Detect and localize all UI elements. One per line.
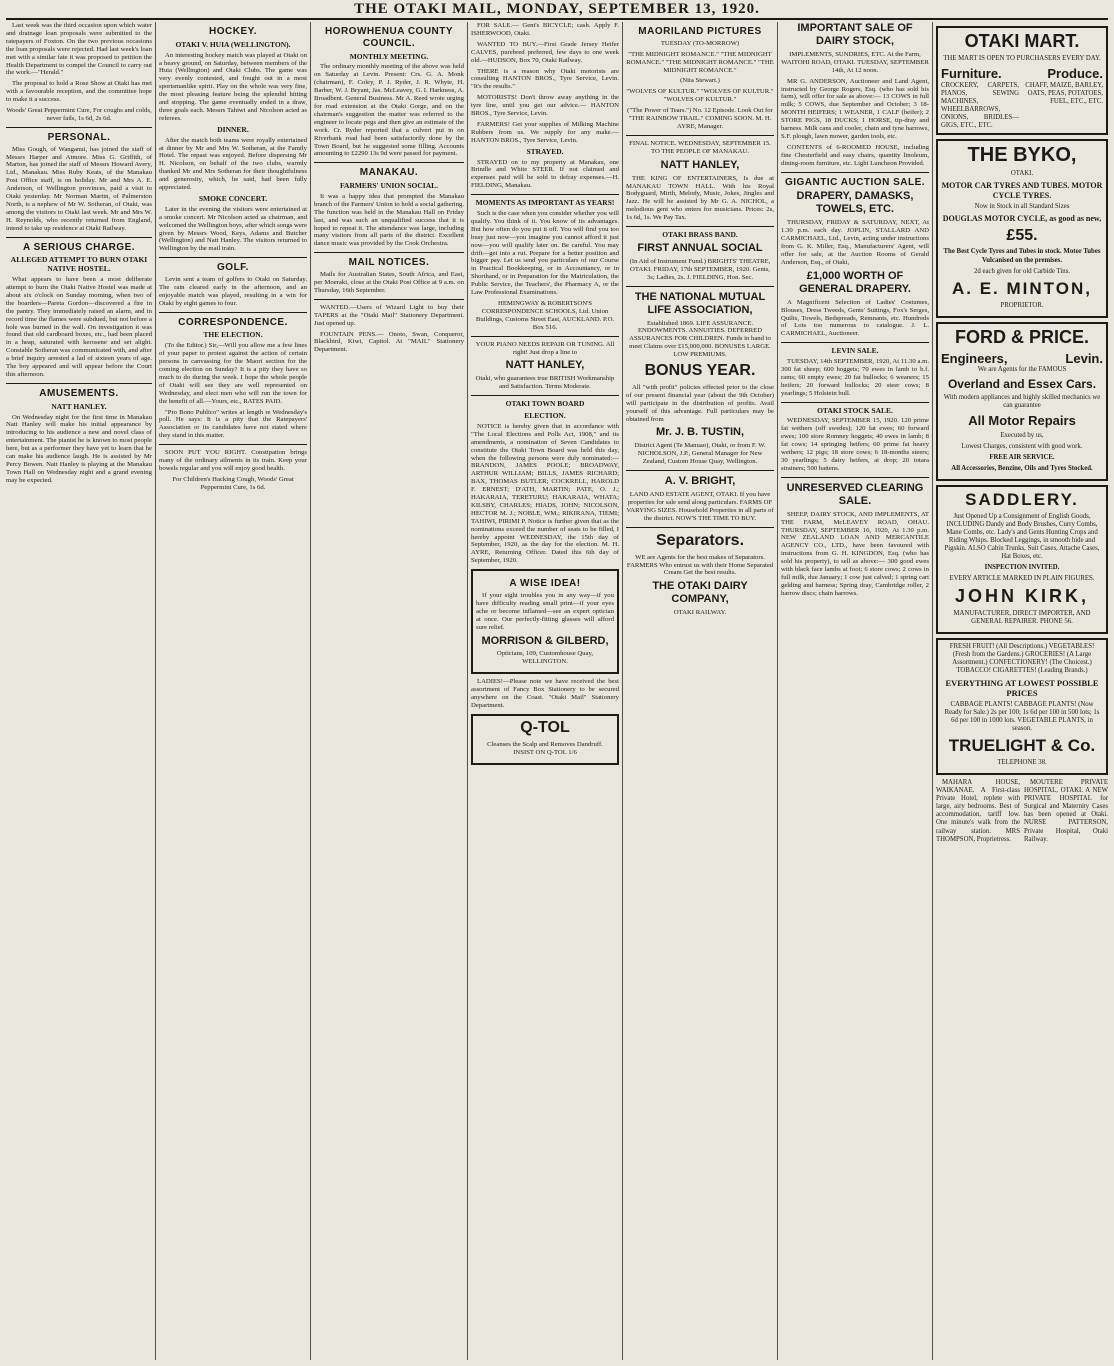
personal-text: Miss Gough, of Wanganui, has joined the staff of Messrs Harper and Atmore. Miss G. Griffith, of Marton, has joined the staff of Messrs Howard Avery, Ltd., Manakau. Miss Ruby Keats, of the Manakau Post Office staff, is on holiday. Mr and Mrs A. E. Anderson, of Wellington provinces, paid a visit to Otaki yesterday. Mr Norman Martin, of Palmerston North, is a nephew of Mr W. Sotheran, of Otaki, was among the visitors to Otaki last week. Mr and Mrs W. H. Reynolds, who recently returned from England, intend to take up residence at Otaki Railway.	[6, 145, 152, 232]
natt-hanley-name: NATT HANLEY,	[505, 359, 585, 372]
divider	[159, 257, 307, 258]
amusements-subheading: NATT HANLEY.	[51, 401, 107, 411]
council-heading: HOROWHENUA COUNTY COUNCIL.	[324, 26, 454, 49]
kultur-lines: "WOLVES OF KULTUR." "WOLVES OF KULTUR." "WOLVES OF KULTUR."	[626, 88, 774, 104]
hemingway-ad: HEMINGWAY & ROBERTSON'S CORRESPONDENCE SCHOOLS, Ltd. Union Buildings, Customs Street East, AUCKLAND. P.O. Box 516.	[475, 299, 615, 331]
divider	[6, 127, 152, 128]
furniture-list: CROCKERY, CARPETS, PIANOS, SEWING MACHINES, WHEELBARROWS, ONIONS, BRIDLES—GIGS, ETC., ETC.	[941, 81, 1019, 129]
lowest-prices-line: EVERYTHING AT LOWEST POSSIBLE PRICES	[945, 678, 1099, 699]
woods-ad-2: For Children's Hacking Cough, Woods' Great Peppermint Cure, 1s 6d.	[172, 475, 294, 491]
morrison-name: MORRISON & GILBERD,	[481, 634, 609, 647]
divider	[314, 252, 464, 253]
bright-sub: LAND AND ESTATE AGENT, OTAKI. If you have properties for sale send along particulars. FARMS OF VARYING SIZES. Household Properties in all parts of the district. NOW'S THE TIME TO BUY.	[626, 491, 774, 522]
mahara-ad: MAHARA HOUSE, WAIKANAE. A First-class Private Hotel, replete with large, airy bedrooms. Best of accommodation, tariff low. One minute's walk from the railway station. MRS THOMPSON, Proprietress.	[936, 779, 1020, 843]
byko-line-1: MOTOR CAR TYRES AND TUBES. MOTOR CYCLE TYRES.	[941, 181, 1103, 200]
bonus-sub: All "with profit" policies effected prior to the close of our present financial year (about the 9th October) will participate in the distribution of profits. Avail yourself of this advantage. Full particulars may be obtained from	[626, 383, 774, 423]
morrison-sub: Opticians, 109, Customhouse Quay, WELLINGTON.	[496, 650, 594, 666]
dinner-heading: DINNER.	[217, 124, 249, 134]
furniture-title: Furniture.	[941, 66, 1002, 82]
mart-sub: THE MART IS OPEN TO PURCHASERS EVERY DAY.	[943, 55, 1101, 63]
gigantic-heading: GIGANTIC AUCTION SALE.	[784, 176, 926, 188]
accessories-line: All Accessories, Benzine, Oils and Tyres Stocked.	[951, 464, 1093, 472]
hockey-subheading: OTAKI V. HUIA (WELLINGTON).	[175, 39, 291, 49]
tustin-name: Mr. J. B. TUSTIN,	[655, 426, 744, 439]
qtol-sub: Cleanses the Scalp and Removes Dandruff. INSIST ON Q-TOL 1/6	[487, 740, 603, 756]
proprietor-label: PROPRIETOR.	[1000, 301, 1044, 309]
column-rule	[932, 22, 933, 1360]
byko-line-2: Now in Stock in all Standard Sizes	[974, 203, 1070, 211]
column-rule	[777, 22, 778, 1360]
mail-heading: MAIL NOTICES.	[348, 257, 430, 269]
column-rule	[467, 22, 468, 1360]
dairy-company: THE OTAKI DAIRY COMPANY,	[652, 580, 748, 606]
ford-price-ad	[936, 322, 1108, 481]
dairy-company-sub: OTAKI RAILWAY.	[673, 609, 727, 617]
dairy-sale-sub: IMPLEMENTS, SUNDRIES, ETC. At the Farm, WAITOHI ROAD, OTAKI. TUESDAY, SEPTEMBER 14th, At 12 noon.	[781, 50, 929, 74]
column-rule	[622, 22, 623, 1360]
strayed-heading: STRAYED.	[526, 146, 564, 156]
worth-sub: A Magnificent Selection of Ladies' Costumes, Blouses, Dress Tweeds, Gents' Suitings, Fox's Serges, Quilts, Towels, Bedspreads, Remnants, etc. Hundreds of Lots too numerous to catalogue. J. L. CARMICHAEL, Auctioneer.	[781, 298, 929, 338]
qtol-name: Q-TOL	[520, 718, 570, 736]
fruit-line: FRESH FRUIT! (All Descriptions.) VEGETABLES! (Fresh from the Gardens.) GROCERIES! (A Large Assortment.) CONFECTIONERY! (The Choicest.) TOBACCO! CIGARETTES! (Leading Brands.)	[949, 643, 1095, 675]
natt-hanley-2: NATT HANLEY,	[660, 158, 740, 171]
divider	[314, 162, 464, 163]
divider	[781, 342, 929, 343]
nita-stewart: (Nita Stewart.)	[680, 77, 720, 85]
divider	[159, 444, 307, 445]
lowest-line: Lowest Charges, consistent with good work.	[961, 442, 1083, 450]
maoriland-date: TUESDAY (TO-MORROW)	[660, 39, 740, 47]
tustin-sub: District Agent (Te Manuao), Otaki, or from F. W. NICHOLSON, J.P., General Manager for New Zealand, Custom House Quay, Wellington.	[634, 442, 766, 466]
tears-text: ("The Power of Tears.") No. 12 Episode. Look Out for "THE RAINBOW TRAIL." COMING SOON. M. H. AYRE, Manager.	[627, 107, 773, 130]
manakau-text: It was a happy idea that prompted the Manakau branch of the Farmers' Union to hold a social gathering. The function was held in the Manakau Hall on Friday last, and was such an unqualified success that it is hoped to repeat it. The attendance was large, including many visitors from all parts of the district. Excellent dance music was provided by the Cook Orchestra.	[314, 192, 464, 248]
town-board-subheading: ELECTION.	[524, 411, 566, 421]
telephone-line: TELEPHONE 38.	[997, 759, 1047, 767]
correspondence-heading: CORRESPONDENCE.	[178, 316, 288, 328]
separators-title: Separators.	[655, 531, 745, 549]
column-4	[471, 22, 619, 1360]
byko-title: THE BYKO,	[967, 143, 1077, 166]
smoke-text: Later in the evening the visitors were entertained at a smoke concert. Mr Nicolson acted as chairman, and welcomed the Wellington boys, after which songs were given by Messrs Wood, Keys, Adams and Butcher (Wellington) and Natt Hanley. The visitors returned to Wellington by the mail train.	[159, 205, 307, 253]
golf-heading: GOLF.	[217, 262, 249, 274]
column-3	[314, 22, 464, 1360]
masthead: THE OTAKI MAIL, MONDAY, SEPTEMBER 13, 1920.	[6, 0, 1108, 20]
amusements-heading: AMUSEMENTS.	[39, 387, 119, 399]
divider	[781, 172, 929, 173]
truelight-ad	[936, 638, 1108, 775]
truelight-name: TRUELIGHT & Co.	[948, 736, 1096, 756]
farmers-ad: FARMERS! Get your supplies of Milking Machine Rubbers from us. We supply for any make.—HANTON BROS., Tyre Service, Levin.	[471, 120, 619, 144]
column-rule	[310, 22, 311, 1360]
otaki-mart-ad	[936, 26, 1108, 135]
loan-article: Last week was the third occasion upon which water and drainage loan proposals were submitted to the ratepayers of Foxton. On the two previous occasions the loan proposals were rejected. Had last week's loan met with a similar fate it was proposed to petition the Health Department to compel the Council to carry out the work.—"Herald."	[6, 22, 152, 77]
dairy-sale-heading: IMPORTANT SALE OF DAIRY STOCK,	[797, 22, 913, 47]
ford-sub: With modern appliances and highly skilled mechanics we can guarantee	[943, 394, 1101, 410]
column-rule	[155, 22, 156, 1360]
contents-text: CONTENTS of 6-ROOMED HOUSE, including fine Chesterfield and easy chairs, quantity linoleum, dining-room furniture, etc. Light Luncheon Provided.	[781, 143, 929, 167]
saddlery-sub: Just Opened Up a Consignment of English Goods, INCLUDING Dandy and Body Brushes, Curry Combs, Mane Combs, etc. Lady's and Gents Hunting Crops and Riding Whips. Blocked Leggings, in smooth hide and Pigskin. ALSO Cabin Trunks, Suit Cases, Attache Cases, Hat Boxes, etc.	[944, 512, 1100, 560]
town-board-heading: OTAKI TOWN BOARD	[505, 399, 585, 409]
divider	[6, 237, 152, 238]
separators-sub: WE are Agents for the best makes of Separators. FARMERS Who entrust us with their Home Separated Cream Get the best results.	[626, 553, 774, 577]
hanton-ad: THERE is a reason why Otaki motorists are consulting HANTON BROS., Tyre Service, Levin. "It's the results."	[471, 67, 619, 91]
divider	[626, 135, 774, 136]
manakau-heading: MANAKAU.	[359, 167, 419, 179]
wise-text: If your sight troubles you in any way—if you have difficulty reading small print—if your eyes ache or become inflamed—see an expert optician at once. Our perfectly-fitting glasses will afford sure relief.	[476, 591, 614, 631]
saddlery-title: SADDLERY.	[965, 489, 1079, 509]
levin-sale-sub: TUESDAY, 14th SEPTEMBER, 1920, At 11.30 a.m. 300 fat sheep; 600 hoggets; 70 ewes in lamb to b.f. rams; 60 empty ewes; 20 fat bullocks; 6 weaners; 15 heifers; 20 forward bullocks; 20 steer cows; 8 yearlings; 5 Holstein bull.	[781, 358, 929, 397]
produce-title: Produce.	[1047, 66, 1103, 82]
wise-idea-ad	[471, 569, 619, 674]
bright-name: A. V. BRIGHT,	[664, 475, 736, 488]
plain-figures-line: EVERY ARTICLE MARKED IN PLAIN FIGURES.	[949, 574, 1095, 582]
constipation-ad: SOON PUT YOU RIGHT. Constipation brings many of the ordinary ailments in its train. Keep your bowels regular and you will enjoy good health.	[159, 449, 307, 473]
council-subheading: MONTHLY MEETING.	[349, 51, 429, 61]
divider	[6, 383, 152, 384]
dinner-text: After the match both teams were royally entertained at dinner by Mr and Mrs W. Sotheran, at the Family Hotel. The repast was enjoyed. Before dispersing Mr H. Nicolson, on behalf of the two clubs, warmly thanked Mr and Mrs Sotheran for their thoughtfulness and generosity, which, he said, had been fully appreciated.	[159, 136, 307, 192]
kirk-ad	[936, 485, 1108, 634]
divider	[471, 194, 619, 195]
serious-heading: A SERIOUS CHARGE.	[22, 241, 136, 253]
worth-heading: £1,000 WORTH OF GENERAL DRAPERY.	[799, 269, 911, 295]
inspection-line: INSPECTION INVITED.	[984, 563, 1060, 571]
kirk-name: JOHN KIRK,	[954, 585, 1089, 606]
final-notice: FINAL NOTICE. WEDNESDAY, SEPTEMBER 15. TO THE PEOPLE OF MANAKAU.	[629, 139, 771, 155]
stock-sale-sub: WEDNESDAY, SEPTEMBER 15, 1920. 120 prime fat wethers (off swedes); 120 fat ewes; 60 forward ewes; 100 store Romney hoggets; 40 ewes in lamb; 8 fat cows; 14 springing heifers; 60 prime fat heavy wethers; 12 pigs; 18 store cows; 6 18-months steers; 30 yearlings; 5 dairy heifers, at drop; 20 totara strainers; 500 battens.	[781, 417, 929, 472]
hospital-ad: MOUTERE PRIVATE HOSPITAL, OTAKI. A NEW PRIVATE HOSPITAL for Surgical and Maternity Cases has been opened at Otaki. NURSE PATTERSON, Private Hospital, Otaki Railway.	[1024, 779, 1108, 843]
band-heading: OTAKI BRASS BAND.	[662, 230, 738, 240]
piano-ad: YOUR PIANO NEEDS REPAIR OR TUNING. All right! Just drop a line to	[475, 340, 615, 356]
dairy-sale-body: MR G. ANDERSON, Auctioneer and Land Agent, instructed by George Rogers, Esq. (who has sold his farm), will offer for sale as above:— 13 COWS in full milk; 5 COWS, due September and October; 3 18-MONTH HEIFERS; 1 WEANER, 1 CALF (heifer); 2 STORE PIGS, 18 DUCKS; 1 HORSE, tip-dray and harness. Milk cans and cooler, chain and tyne harrows, S.F. plough, lawn mower, garden tools, etc.	[781, 77, 929, 140]
divider	[159, 312, 307, 313]
divider	[626, 226, 774, 227]
hockey-heading: HOCKEY.	[209, 26, 257, 37]
serious-subheading: ALLEGED ATTEMPT TO BURN OTAKI NATIVE HOSTEL.	[10, 255, 148, 274]
column-6	[781, 22, 929, 1360]
stock-sale-heading: OTAKI STOCK SALE.	[817, 405, 893, 415]
mail-text: Mails for Australian States, South Africa, and East, per Moeraki, close at the Otaki Post Office at 9 a.m. on Thursday, 16th September.	[314, 271, 464, 294]
nml-title: THE NATIONAL MUTUAL LIFE ASSOCIATION,	[634, 290, 766, 316]
strayed-text: STRAYED on to my property at Manakau, one Brindle and White STEER. If not claimed and expenses paid will be sold to defray expenses.—H. FIELDING, Manakau.	[471, 158, 619, 190]
repairs-line: All Motor Repairs	[968, 413, 1076, 429]
golf-text: Levin sent a team of golfers to Otaki on Saturday. The rain cleared early in the afternoon, and an enjoyable match was played, resulting in a win for Otaki by eight games to four.	[159, 276, 307, 307]
maoriland-heading: MAORILAND PICTURES	[638, 26, 762, 37]
divider	[471, 336, 619, 337]
drapery-heading: DRAPERY, DAMASKS, TOWELS, ETC.	[796, 190, 914, 216]
hockey-text: An interesting hockey match was played at Otaki on a heavy ground, on Saturday, between members of the Huia (Wellington) and Otaki Clubs. The game was very evenly contested, and fought out in a most sportsmanlike spirit. Play on the whole was very fine, the most pleasing feature being the splendid hitting and stopping. The game eventually ended in a draw, three goals each. Messrs Tahiwi and Nicolson acted as referees.	[159, 51, 307, 122]
correspondence-text: (To the Editor.) Sir,—Will you allow me a few lines of your paper to protest against the action of certain persons in canvassing for the Maori section for the coming election on Sunday? It is a pity they have so much to do during the week. I hope the whole people of Otaki will see they are well represented on Wednesday, and elect men who will run the town for the benefit of all.—Yours, etc., RATES PAID.	[159, 342, 307, 405]
bicycle-ad: FOR SALE.— Gent's BICYCLE; cash. Apply F. ISHERWOOD, Otaki.	[471, 22, 619, 37]
overland-line: Overland and Essex Cars.	[947, 377, 1097, 392]
byko-line-3: The Best Cycle Tyres and Tubes in stock. Motor Tubes Vulcanised on the premises.	[943, 248, 1101, 264]
divider	[314, 299, 464, 300]
kirk-sub: MANUFACTURER, DIRECT IMPORTER, AND GENERAL REPAIRER. PHONE 56.	[953, 610, 1091, 626]
bonus-title: BONUS YEAR.	[644, 362, 756, 380]
serious-text: What appears to have been a most deliberate attempt to burn the Otaki Native Hostel was made at about six o'clock on Sunday morning, when two of the boarders—Pareta Gordon—discovered a fire in the pantry. They immediately raised an alarm, and in record time the flames were subdued, but not before a hole was burned in the wall. On investigation it was found that old cardboard boxes, etc., had been placed in a heap, saturated with kerosene and set alight. Constable Sotheran was communicated with, and after a brief inquiry arrested a lad of sixteen years of age. The boy appeared and will appear before the Court this afternoon.	[6, 276, 152, 378]
nml-sub: Established 1869. LIFE ASSURANCE. ENDOWMENTS. ANNUITIES. DEFERRED ASSURANCES FOR CHILDREN. Funds in hand to meet Claims over £15,000,000. BONUSES LARGE. LOW PREMIUMS.	[629, 319, 771, 359]
social-title: FIRST ANNUAL SOCIAL	[637, 241, 763, 254]
correspondence-subheading: THE ELECTION.	[203, 330, 263, 340]
amusements-text: On Wednesday night for the first time in Manakau Natt Hanley will make his initial appearance by introducing to his audience a new and novel class of entertainment. The pianist he is known to most people here, but as a performer they have yet to learn that he can make his audience laugh. He is assisted by Mr Percy Bowen. Natt Hanley is playing at the Manakau Town Hall on Wednesday night and a grand evening may be expected.	[6, 413, 152, 484]
divider	[781, 402, 929, 403]
levin-label: Levin.	[1065, 350, 1103, 366]
divider	[626, 286, 774, 287]
column-1	[6, 22, 152, 1360]
douglas-line: DOUGLAS MOTOR CYCLE, as good as new,	[942, 214, 1102, 224]
fountain-pens-ad: FOUNTAIN PENS.— Onoto, Swan, Conqueror, Blackbird, Kiwi, Capitol. At "MAIL" Stationery Department.	[314, 330, 464, 354]
engineers-label: Engineers,	[941, 350, 1008, 366]
calves-ad: WANTED TO BUY.—First Grade Jersey Heifer CALVES, purebred preferred, few days to one week old.—HUDSON, Box 70, Otaki Railway.	[471, 40, 619, 64]
carbide-line: 2d each given for old Carbide Tins.	[973, 267, 1071, 275]
levin-sale-heading: LEVIN SALE.	[831, 346, 879, 356]
social-sub: (In Aid of Instrument Fund.) BRIGHTS' THEATRE, OTAKI. FRIDAY, 17th SEPTEMBER, 1920. Gents, 3s; Ladies, 2s. J. FIELDING, Hon. Sec.	[629, 257, 771, 281]
probono-text: "Pro Bono Publico" writes at length re Wednesday's poll. He says: It is a pity that the Ratepayers' Association or its candidates have not stated where they stand in this matter.	[159, 408, 307, 440]
executed-line: Executed by us,	[1000, 431, 1044, 439]
rose-show-article: The proposal to hold a Rose Show at Otaki has met with a favourable reception, and the committee hope to make it a success.	[6, 80, 152, 104]
wise-heading: A WISE IDEA!	[509, 578, 581, 590]
tapers-ad: WANTED.—Users of Wizard Light to buy their TAPERS at the "Otaki Mail" Stationery Department. Just opened up.	[314, 303, 464, 327]
natt-hanley-2-sub: THE KING OF ENTERTAINERS, Is due at MANAKAU TOWN HALL. With his Royal Bodyguard, Mirth, Melody, Music, Jokes, Jingles and Jazz. He will be assisted by Mr G. A. NICHOL, a melodious gent who enters for musicians. Prices: 2s, 1s 6d, 1s. We Pay Tax.	[626, 174, 774, 222]
woods-ad: Woods' Great Peppermint Cure, For coughs and colds, never fails, 1s 6d, 2s 6d.	[6, 107, 152, 122]
moments-text: Such is the case when you consider whether you will qualify. You think of it. You know of its advantages. But how often do you put it off. You will find you too busy just now—you imagine you cannot afford it just now—you will qualify later on. Be careful. You may drift—get into a rut. Prepare for a better position and bigger pay. Let us send you particulars of our Course in Practical Bookkeeping, or in Accountancy, or in Shorthand, or in Preparation for the Matriculation, the Public Service, the Teachers', the Pharmacy A, or the Law Professional Examinations.	[471, 210, 619, 297]
mart-title: OTAKI MART.	[964, 31, 1080, 51]
council-text: The ordinary monthly meeting of the above was held on Saturday at Levin. Present: Crs. G. A. Monk (chairman), F. Coley, P. J. Ryder, J. R. Whyte, H. Barber, W. J. Bryant, Jas. McLeavey, G. I. Harkness, A. Broadbent. General Business. Mr A. Reed wrote urging for road extension at the Otaki Gorge, and on the chairman's suggestion the matter was referred to the engineer to locate pegs and then give an estimate of the work. Cr. Ryder reported that a culvert put in on Riverbank road had been satisfactorily done by the Town Board, but he suggested some filling. Accounts amounting to £2290 13s 9d were passed for payment.	[314, 63, 464, 158]
byko-ad	[936, 139, 1108, 318]
moments-heading: MOMENTS AS IMPORTANT AS YEARS!	[475, 198, 615, 208]
column-5	[626, 22, 774, 1360]
column-2	[159, 22, 307, 1360]
qtol-ad	[471, 714, 619, 765]
smoke-heading: SMOKE CONCERT.	[198, 193, 268, 203]
clearing-sub: SHEEP, DAIRY STOCK, AND IMPLEMENTS, AT THE FARM, McLEAVEY ROAD, OHAU. THURSDAY, SEPTEMBER 16, 1920, At 1.30 p.m. NEW ZEALAND LOAN AND MERCANTILE AGENCY CO., LTD., have been favoured with instructions from G. H. KINGDON, Esq. (who has sold his property), to sell as above:— 300 good ewes with black face lambs at foot; 6 store cows; 2 cows in full milk, due January; 1 cow just calved; 1 spring cart gelding and harness; Spring dray, Cambridge roller, 2 harrow discs; chain harrows.	[781, 510, 929, 597]
ladies-ad: LADIES!—Please note we have received the best assortment of Fancy Box Stationery to be secured anywhere on the Coast. "Otaki Mail" Stationery Department.	[471, 678, 619, 710]
divider	[626, 470, 774, 471]
town-board-text: NOTICE is hereby given that in accordance with "The Local Elections and Polls Act, 1908," and its amendments, a nomination of Seven Candidates to constitute the Otaki Town Board was held this day, when the following persons were duly nominated:— BRANDON, JAMES POOLE; BROADWAY, ARTHUR WILLIAM; BILLS, JAMES RICHARD; BAX, THOMAS BUTLER; COCKRELL, HAROLD F. ERNEST; D'ATH, MARTIN; PATE, O. J.; HAKARAIA, TERETURU; HAKARAIA, WHATA; KILSBY, CHARLES; HIADS, JOHN; NICOLSON, HECTOR M. J.; NOBLE, WM.; RIKIRANA, TIEMI; TAHIWI, PIRIMI P. Notice is further given that as the nominations exceed the number of seats to be filled, I hereby appoint WEDNESDAY, the 15th day of September, 1920, as the day for the election. M. H. AYRE, Returning Officer. Dated this 6th day of September, 1920.	[471, 422, 619, 565]
ford-title: FORD & PRICE.	[954, 326, 1089, 347]
cabbage-line: CABBAGE PLANTS! CABBAGE PLANTS! (Now Ready for Sale.) 2s per 100; 1s 6d per 100 in 500 lots; 1s 6d per 100 in 1000 lots. VEGETABLE PLANTS, in season.	[944, 701, 1100, 733]
personal-heading: PERSONAL.	[47, 131, 111, 143]
minton-name: A. E. MINTON,	[952, 278, 1092, 298]
divider	[626, 527, 774, 528]
motorists-ad: MOTORISTS! Don't throw away anything in the tyre line, until you get our advice.— HANTON BROS., Tyre Service, Levin.	[471, 94, 619, 118]
produce-list: CHAFF, MAIZE, BARLEY, OATS, PEAS, POTATOES, FUEL, ETC., ETC.	[1025, 81, 1103, 105]
clearing-heading: UNRESERVED CLEARING SALE.	[786, 481, 924, 507]
douglas-price: £55.	[1006, 226, 1038, 244]
manakau-subheading: FARMERS' UNION SOCIAL.	[340, 181, 438, 191]
free-air-line: FREE AIR SERVICE.	[989, 453, 1055, 461]
romance-lines: "THE MIDNIGHT ROMANCE." "THE MIDNIGHT ROMANCE." "THE MIDNIGHT ROMANCE." "THE MIDNIGHT ROMANCE."	[626, 50, 774, 74]
divider	[781, 477, 929, 478]
divider	[471, 395, 619, 396]
byko-sub: OTAKI.	[1010, 170, 1034, 178]
column-7	[936, 22, 1108, 1360]
natt-hanley-sub: Otaki, who guarantees true BRITISH Workmanship and Satisfaction. Terms Moderate.	[475, 375, 615, 391]
drapery-sub: THURSDAY, FRIDAY & SATURDAY, NEXT, At 1.30 p.m. each day. JOPLIN, STALLARD AND CARMICHAEL, Ltd., Levin, acting under instructions from G. K. Miller, Esq., Manufacturers' Agent, will offer for sale, at the Auction Rooms of Gerald Anderson, Esq., of Otaki,	[781, 219, 929, 266]
agents-line: We are Agents for the FAMOUS	[977, 366, 1067, 374]
